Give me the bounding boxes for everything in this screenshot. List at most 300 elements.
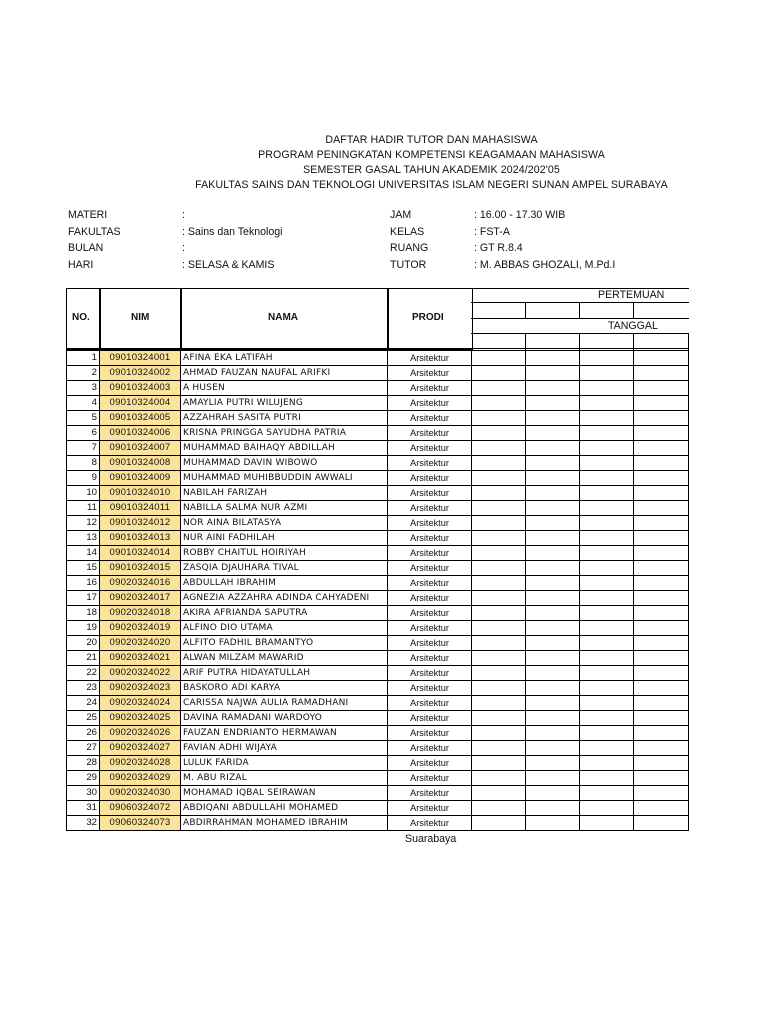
attendance-cell[interactable] [634,516,689,531]
row-nim: 09020324022 [100,666,181,681]
attendance-cell[interactable] [526,531,580,546]
row-prodi: Arsitektur [388,681,472,696]
row-nim: 09020324018 [100,606,181,621]
row-nama: AZZAHRAH SASITA PUTRI [181,411,388,426]
row-nama: ROBBY CHAITUL HOIRIYAH [181,546,388,561]
row-prodi: Arsitektur [388,816,472,831]
row-nama: NABILAH FARIZAH [181,486,388,501]
row-no: 2 [67,366,100,381]
row-nama: AMAYLIA PUTRI WILUJENG [181,396,388,411]
row-nama: ALFITO FADHIL BRAMANTYO [181,636,388,651]
row-no: 6 [67,426,100,441]
row-nim: 09020324029 [100,771,181,786]
table-row [67,486,689,501]
attendance-cell[interactable] [472,426,526,441]
attendance-cell[interactable] [472,516,526,531]
bulan-value: : [182,242,185,254]
col-no-header: NO. [72,312,90,323]
row-nim: 09010324009 [100,471,181,486]
row-prodi: Arsitektur [388,531,472,546]
row-nim: 09010324004 [100,396,181,411]
attendance-cell[interactable] [472,771,526,786]
attendance-cell[interactable] [634,351,689,366]
attendance-cell[interactable] [472,606,526,621]
row-no: 22 [67,666,100,681]
row-nim: 09020324025 [100,711,181,726]
attendance-cell[interactable] [634,786,689,801]
row-prodi: Arsitektur [388,561,472,576]
attendance-cell[interactable] [472,666,526,681]
info-labels-left [68,207,121,273]
attendance-cell[interactable] [634,666,689,681]
row-no: 21 [67,651,100,666]
row-nama: KRISNA PRINGGA SAYUDHA PATRIA [181,426,388,441]
attendance-cell[interactable] [634,546,689,561]
row-nama: MUHAMMAD BAIHAQY ABDILLAH [181,441,388,456]
attendance-cell[interactable] [634,696,689,711]
attendance-cell[interactable] [634,651,689,666]
row-nim: 09020324023 [100,681,181,696]
attendance-cell[interactable] [580,546,634,561]
row-no: 10 [67,486,100,501]
attendance-cell[interactable] [580,441,634,456]
attendance-cell[interactable] [472,816,526,831]
attendance-cell[interactable] [472,351,526,366]
table-row [67,651,689,666]
info-values-right [474,207,615,273]
title-line-3: SEMESTER GASAL TAHUN AKADEMIK 2024/202'05 [303,164,560,176]
attendance-cell[interactable] [634,636,689,651]
attendance-cell[interactable] [580,666,634,681]
row-no: 12 [67,516,100,531]
col-nim-header: NIM [131,312,150,323]
attendance-cell[interactable] [634,396,689,411]
attendance-cell[interactable] [526,576,580,591]
attendance-cell[interactable] [634,621,689,636]
row-prodi: Arsitektur [388,711,472,726]
row-no: 31 [67,801,100,816]
row-nim: 09020324016 [100,576,181,591]
attendance-cell[interactable] [472,486,526,501]
attendance-cell[interactable] [580,651,634,666]
row-prodi: Arsitektur [388,471,472,486]
attendance-cell[interactable] [580,531,634,546]
row-prodi: Arsitektur [388,621,472,636]
materi-label: MATERI [68,209,108,221]
table-row [67,636,689,651]
attendance-cell[interactable] [526,471,580,486]
attendance-cell[interactable] [580,771,634,786]
row-nama: ABDULLAH IBRAHIM [181,576,388,591]
attendance-cell[interactable] [526,801,580,816]
row-prodi: Arsitektur [388,636,472,651]
row-prodi: Arsitektur [388,666,472,681]
attendance-cell[interactable] [580,786,634,801]
row-no: 25 [67,711,100,726]
attendance-cell[interactable] [634,681,689,696]
row-nim: 09010324011 [100,501,181,516]
row-nama: M. ABU RIZAL [181,771,388,786]
row-nim: 09010324015 [100,561,181,576]
attendance-cell[interactable] [472,381,526,396]
attendance-cell[interactable] [526,681,580,696]
row-nim: 09010324001 [100,351,181,366]
title-line-1: DAFTAR HADIR TUTOR DAN MAHASISWA [325,134,538,146]
table-row [67,411,689,426]
jam-label: JAM [390,209,412,221]
row-nama: MUHAMMAD MUHIBBUDDIN AWWALI [181,471,388,486]
row-nim: 09020324027 [100,741,181,756]
row-nama: MOHAMAD IQBAL SEIRAWAN [181,786,388,801]
row-prodi: Arsitektur [388,396,472,411]
attendance-cell[interactable] [526,441,580,456]
attendance-cell[interactable] [526,426,580,441]
attendance-cell[interactable] [634,816,689,831]
attendance-cell[interactable] [472,456,526,471]
attendance-cell[interactable] [472,591,526,606]
row-nim: 09020324019 [100,621,181,636]
col-prodi-header: PRODI [412,312,444,323]
row-no: 13 [67,531,100,546]
row-prodi: Arsitektur [388,801,472,816]
attendance-cell[interactable] [472,396,526,411]
row-prodi: Arsitektur [388,771,472,786]
row-nim: 09010324014 [100,546,181,561]
table-row [67,471,689,486]
attendance-cell[interactable] [580,426,634,441]
attendance-cell[interactable] [472,561,526,576]
attendance-cell[interactable] [580,396,634,411]
attendance-table-body [67,349,689,831]
attendance-cell[interactable] [634,471,689,486]
attendance-cell[interactable] [526,771,580,786]
attendance-cell[interactable] [580,381,634,396]
row-nim: 09020324030 [100,786,181,801]
row-prodi: Arsitektur [388,576,472,591]
attendance-cell[interactable] [580,366,634,381]
document-title-block [0,133,768,193]
attendance-cell[interactable] [526,546,580,561]
attendance-cell[interactable] [580,756,634,771]
row-nama: AHMAD FAUZAN NAUFAL ARIFKI [181,366,388,381]
row-prodi: Arsitektur [388,591,472,606]
row-prodi: Arsitektur [388,426,472,441]
row-nim: 09010324005 [100,411,181,426]
attendance-cell[interactable] [580,501,634,516]
attendance-cell[interactable] [526,366,580,381]
attendance-cell[interactable] [634,486,689,501]
attendance-cell[interactable] [526,666,580,681]
attendance-cell[interactable] [472,681,526,696]
attendance-cell[interactable] [634,801,689,816]
row-no: 11 [67,501,100,516]
row-nim: 09020324017 [100,591,181,606]
attendance-cell[interactable] [526,381,580,396]
fakultas-value: : Sains dan Teknologi [182,225,283,238]
row-nim: 09060324072 [100,801,181,816]
row-nim: 09010324012 [100,516,181,531]
row-prodi: Arsitektur [388,351,472,366]
attendance-cell[interactable] [580,606,634,621]
attendance-cell[interactable] [580,636,634,651]
row-nim: 09010324010 [100,486,181,501]
attendance-cell[interactable] [580,681,634,696]
row-no: 4 [67,396,100,411]
table-row [67,621,689,636]
row-no: 18 [67,606,100,621]
kelas-value: : FST-A [474,225,510,238]
row-nama: NABILLA SALMA NUR AZMI [181,501,388,516]
table-row [67,381,689,396]
row-no: 24 [67,696,100,711]
row-nama: AFINA EKA LATIFAH [181,351,388,366]
table-row [67,606,689,621]
row-nama: ALWAN MILZAM MAWARID [181,651,388,666]
attendance-cell[interactable] [472,531,526,546]
attendance-cell[interactable] [634,366,689,381]
table-row [67,666,689,681]
tutor-label: TUTOR [390,258,427,271]
row-prodi: Arsitektur [388,516,472,531]
attendance-cell[interactable] [580,516,634,531]
row-nim: 09060324073 [100,816,181,831]
row-no: 7 [67,441,100,456]
row-nim: 09020324021 [100,651,181,666]
table-row [67,801,689,816]
row-nama: AGNEZIA AZZAHRA ADINDA CAHYADENI [181,591,388,606]
row-no: 28 [67,756,100,771]
row-nama: FAUZAN ENDRIANTO HERMAWAN [181,726,388,741]
row-prodi: Arsitektur [388,786,472,801]
attendance-cell[interactable] [472,636,526,651]
row-prodi: Arsitektur [388,606,472,621]
attendance-cell[interactable] [634,381,689,396]
row-nim: 09010324002 [100,366,181,381]
row-no: 16 [67,576,100,591]
footer-city: Suarabaya [405,833,457,845]
attendance-cell[interactable] [526,501,580,516]
attendance-cell[interactable] [526,606,580,621]
attendance-cell[interactable] [526,396,580,411]
attendance-cell[interactable] [580,471,634,486]
row-no: 8 [67,456,100,471]
row-nim: 09020324026 [100,726,181,741]
attendance-cell[interactable] [472,501,526,516]
attendance-cell[interactable] [526,591,580,606]
table-row [67,771,689,786]
row-nama: ABDIQANI ABDULLAHI MOHAMED [181,801,388,816]
hari-label: HARI [68,258,94,271]
row-no: 27 [67,741,100,756]
attendance-cell[interactable] [472,741,526,756]
attendance-cell[interactable] [472,696,526,711]
attendance-cell[interactable] [526,561,580,576]
attendance-cell[interactable] [634,501,689,516]
attendance-cell[interactable] [472,711,526,726]
row-no: 14 [67,546,100,561]
attendance-cell[interactable] [526,456,580,471]
materi-value: : [182,209,185,221]
attendance-cell[interactable] [472,621,526,636]
row-prodi: Arsitektur [388,696,472,711]
row-nim: 09020324020 [100,636,181,651]
attendance-cell[interactable] [580,411,634,426]
attendance-cell[interactable] [472,756,526,771]
table-row [67,516,689,531]
attendance-cell[interactable] [580,576,634,591]
attendance-cell[interactable] [580,621,634,636]
attendance-cell[interactable] [472,786,526,801]
attendance-cell[interactable] [526,741,580,756]
table-row [67,726,689,741]
row-nama: ARIF PUTRA HIDAYATULLAH [181,666,388,681]
attendance-cell[interactable] [634,756,689,771]
row-no: 5 [67,411,100,426]
attendance-cell[interactable] [526,411,580,426]
row-nim: 09020324028 [100,756,181,771]
attendance-cell[interactable] [580,726,634,741]
attendance-cell[interactable] [526,351,580,366]
title-line-4: FAKULTAS SAINS DAN TEKNOLOGI UNIVERSITAS ISLAM NEGERI SUNAN AMPEL SURABAYA [195,179,668,191]
attendance-cell[interactable] [580,486,634,501]
attendance-cell[interactable] [634,726,689,741]
jam-value: : 16.00 - 17.30 WIB [474,209,566,221]
attendance-cell[interactable] [472,576,526,591]
row-nama: ABDIRRAHMAN MOHAMED IBRAHIM [181,816,388,831]
attendance-cell[interactable] [580,711,634,726]
row-no: 20 [67,636,100,651]
table-row [67,456,689,471]
table-row [67,741,689,756]
attendance-cell[interactable] [472,546,526,561]
attendance-cell[interactable] [634,531,689,546]
row-nim: 09010324008 [100,456,181,471]
row-no: 19 [67,621,100,636]
row-nim: 09010324007 [100,441,181,456]
attendance-cell[interactable] [580,801,634,816]
row-nama: LULUK FARIDA [181,756,388,771]
row-nama: MUHAMMAD DAVIN WIBOWO [181,456,388,471]
row-prodi: Arsitektur [388,651,472,666]
attendance-cell[interactable] [580,351,634,366]
table-row [67,591,689,606]
attendance-cell[interactable] [634,771,689,786]
row-nim: 09010324003 [100,381,181,396]
row-prodi: Arsitektur [388,486,472,501]
attendance-cell[interactable] [526,486,580,501]
attendance-cell[interactable] [526,516,580,531]
row-no: 17 [67,591,100,606]
attendance-cell[interactable] [634,411,689,426]
fakultas-label: FAKULTAS [68,225,121,238]
kelas-label: KELAS [390,225,425,238]
table-row [67,396,689,411]
attendance-cell[interactable] [580,816,634,831]
row-prodi: Arsitektur [388,456,472,471]
attendance-cell[interactable] [472,726,526,741]
table-row [67,501,689,516]
attendance-cell[interactable] [526,711,580,726]
title-line-2: PROGRAM PENINGKATAN KOMPETENSI KEAGAMAAN MAHASISWA [258,149,605,161]
row-nim: 09010324006 [100,426,181,441]
row-nama: A HUSEN [181,381,388,396]
attendance-cell[interactable] [472,411,526,426]
attendance-cell[interactable] [526,756,580,771]
attendance-cell[interactable] [634,741,689,756]
attendance-cell[interactable] [634,576,689,591]
row-prodi: Arsitektur [388,366,472,381]
table-row [67,351,689,366]
attendance-cell[interactable] [580,591,634,606]
attendance-cell[interactable] [634,591,689,606]
attendance-cell[interactable] [472,471,526,486]
row-prodi: Arsitektur [388,756,472,771]
attendance-cell[interactable] [580,696,634,711]
attendance-cell[interactable] [526,786,580,801]
info-values-left [182,207,283,273]
row-prodi: Arsitektur [388,411,472,426]
row-nama: ALFINO DIO UTAMA [181,621,388,636]
col-tanggal-header: TANGGAL [608,320,658,332]
attendance-table [66,348,689,831]
row-nama: AKIRA AFRIANDA SAPUTRA [181,606,388,621]
row-nama: NUR AINI FADHILAH [181,531,388,546]
row-no: 23 [67,681,100,696]
table-row [67,681,689,696]
attendance-cell[interactable] [580,456,634,471]
attendance-cell[interactable] [634,561,689,576]
bulan-label: BULAN [68,242,104,254]
attendance-cell[interactable] [580,741,634,756]
table-row [67,561,689,576]
col-nama-header: NAMA [268,312,298,323]
row-nama: NOR AINA BILATASYA [181,516,388,531]
attendance-cell[interactable] [580,561,634,576]
attendance-cell[interactable] [526,621,580,636]
attendance-cell[interactable] [526,726,580,741]
ruang-label: RUANG [390,242,429,254]
row-nim: 09010324013 [100,531,181,546]
table-row [67,756,689,771]
row-no: 1 [67,351,100,366]
row-prodi: Arsitektur [388,741,472,756]
row-no: 29 [67,771,100,786]
row-no: 30 [67,786,100,801]
table-row [67,366,689,381]
row-no: 32 [67,816,100,831]
row-prodi: Arsitektur [388,726,472,741]
attendance-cell[interactable] [634,441,689,456]
row-prodi: Arsitektur [388,501,472,516]
attendance-cell[interactable] [526,816,580,831]
attendance-cell[interactable] [634,456,689,471]
row-no: 3 [67,381,100,396]
attendance-cell[interactable] [472,651,526,666]
attendance-cell[interactable] [472,441,526,456]
attendance-cell[interactable] [526,651,580,666]
row-nim: 09020324024 [100,696,181,711]
attendance-cell[interactable] [526,696,580,711]
attendance-cell[interactable] [472,801,526,816]
row-prodi: Arsitektur [388,381,472,396]
attendance-cell[interactable] [634,426,689,441]
attendance-cell[interactable] [472,366,526,381]
row-prodi: Arsitektur [388,546,472,561]
attendance-cell[interactable] [634,606,689,621]
table-row [67,441,689,456]
attendance-cell[interactable] [634,711,689,726]
attendance-cell[interactable] [526,636,580,651]
